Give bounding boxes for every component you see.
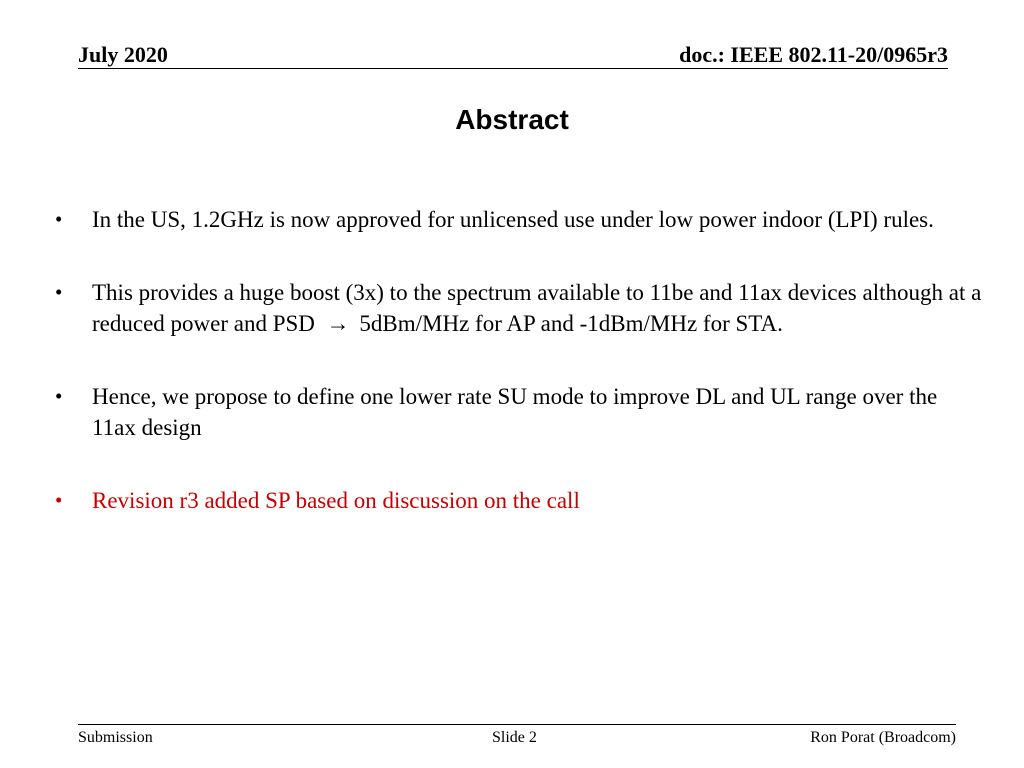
bullet-item-proposal xyxy=(52,381,982,443)
bullet-item-lpi-approval xyxy=(52,204,982,235)
bullet-list xyxy=(52,204,982,558)
bullet-text-continuation: 5dBm/MHz for AP and -1dBm/MHz for STA. xyxy=(359,311,783,336)
right-arrow-icon: → xyxy=(326,311,350,336)
footer-divider xyxy=(78,724,956,725)
bullet-item-spectrum-boost xyxy=(52,277,982,339)
footer-submission: Submission xyxy=(78,729,153,746)
header-document-id: doc.: IEEE 802.11-20/0965r3 xyxy=(679,42,948,67)
footer-author: Ron Porat (Broadcom) xyxy=(810,729,956,746)
bullet-item-revision-note xyxy=(52,485,982,516)
footer-slide-number: Slide 2 xyxy=(492,729,537,746)
slide-title: Abstract xyxy=(455,104,569,135)
header-date: July 2020 xyxy=(78,42,168,67)
bullet-text: In the US, 1.2GHz is now approved for unlicensed use under low power indoor (LPI) rules. xyxy=(92,207,934,232)
header-divider xyxy=(78,68,948,69)
bullet-icon: • xyxy=(55,207,63,231)
slide-header xyxy=(78,40,948,70)
bullet-icon: • xyxy=(55,384,63,408)
bullet-text: This provides a huge boost (3x) to the spectrum available to 11be and 11ax devices although at a reduced power and PSD xyxy=(92,280,982,336)
bullet-text: Revision r3 added SP based on discussion on the call xyxy=(92,488,580,513)
bullet-icon: • xyxy=(55,488,63,512)
bullet-text: Hence, we propose to define one lower rate SU mode to improve DL and UL range over the 11ax design xyxy=(92,384,938,440)
bullet-icon: • xyxy=(55,280,63,304)
